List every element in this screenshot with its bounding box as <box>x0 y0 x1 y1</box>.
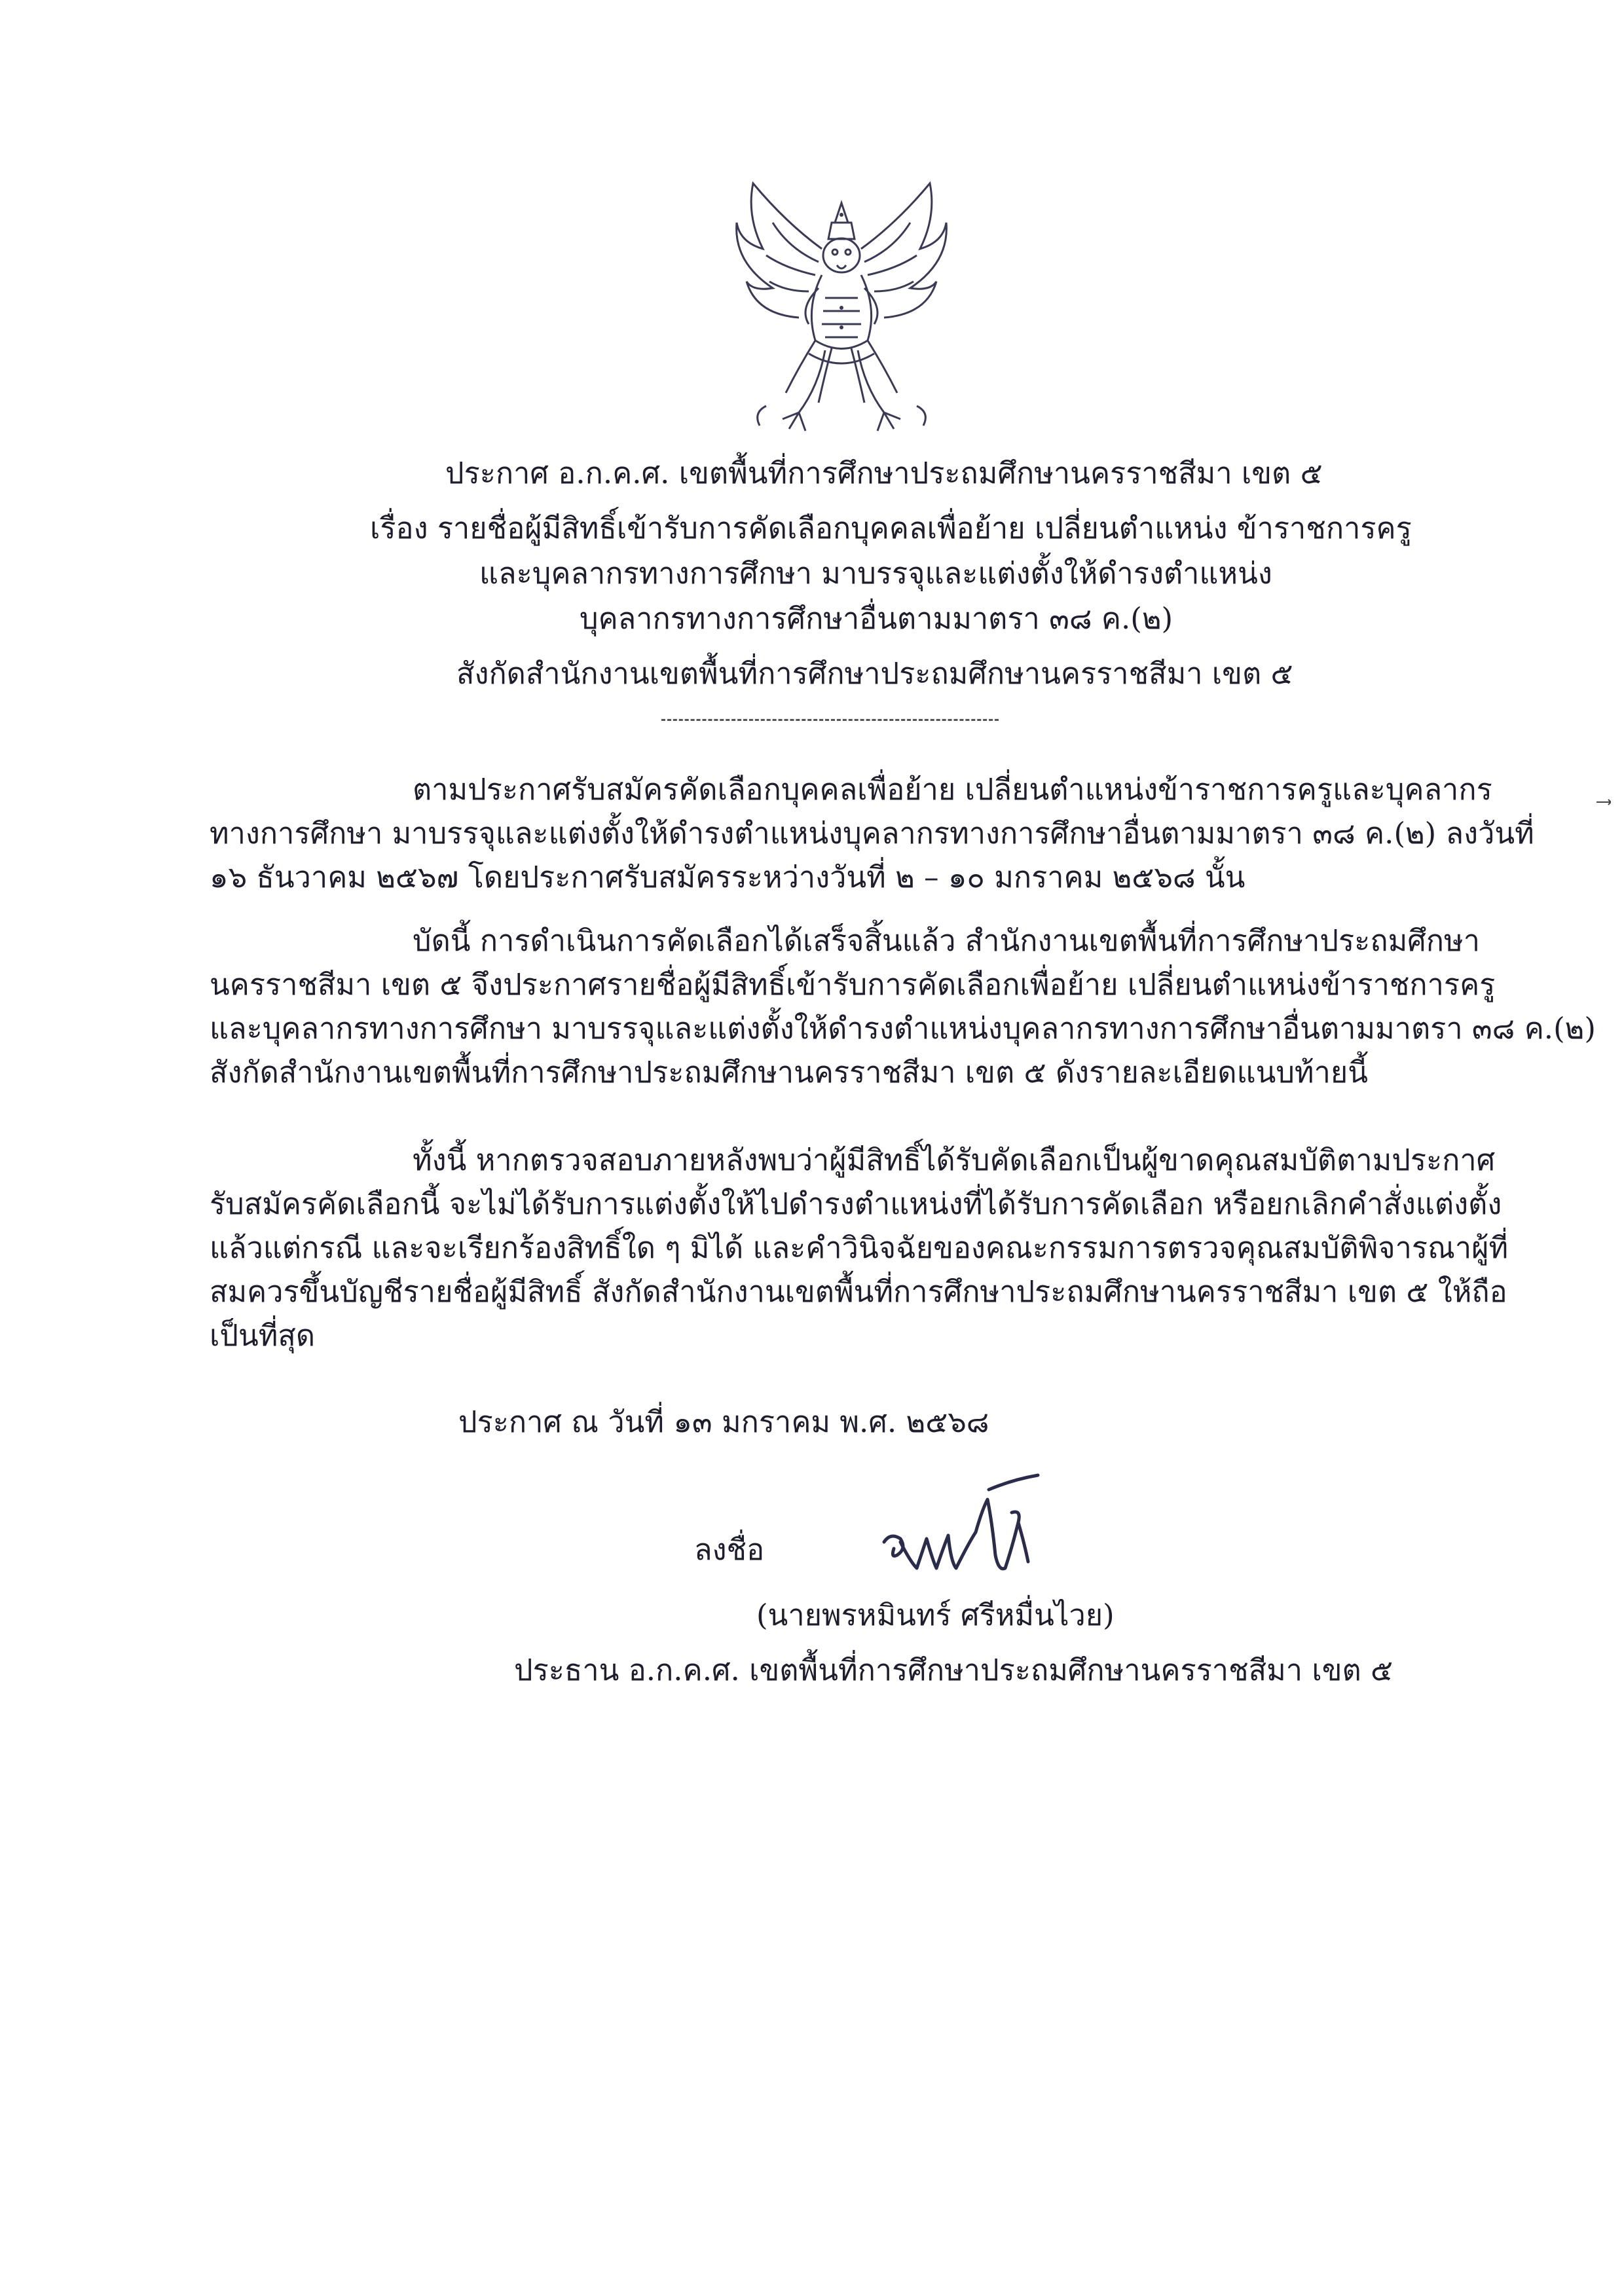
signer-title: ประธาน อ.ก.ค.ศ. เขตพื้นที่การศึกษาประถมศึกษานครราชสีมา เขต ๕ <box>514 1653 1393 1687</box>
paragraph-line: แล้วแต่กรณี และจะเรียกร้องสิทธิ์ใด ๆ มิได้ และคำวินิจฉัยของคณะกรรมการตรวจคุณสมบัติพิจารณาผู้ที่ <box>210 1230 1509 1265</box>
paragraph-line: บัดนี้ การดำเนินการคัดเลือกได้เสร็จสิ้นแล้ว สำนักงานเขตพื้นที่การศึกษาประถมศึกษา <box>413 923 1480 958</box>
paragraph-line: รับสมัครคัดเลือกนี้ จะไม่ได้รับการแต่งตั้งให้ไปดำรงตำแหน่งที่ได้รับการคัดเลือก หรือยกเลิกคำสั่งแต่งตั้ง <box>210 1186 1502 1221</box>
subject-line-1: เรื่อง รายชื่อผู้มีสิทธิ์เข้ารับการคัดเลือกบุคคลเพื่อย้าย เปลี่ยนตำแหน่ง ข้าราชการครู <box>370 511 1412 545</box>
subject-line-3: บุคลากรทางการศึกษาอื่นตามมาตรา ๓๘ ค.(๒) <box>580 601 1173 636</box>
paragraph-line: เป็นที่สุด <box>210 1318 316 1353</box>
paragraph-line: ทางการศึกษา มาบรรจุและแต่งตั้งให้ดำรงตำแหน่งบุคลากรทางการศึกษาอื่นตามมาตรา ๓๘ ค.(๒) ลงวันที่ <box>210 816 1534 851</box>
paragraph-line: และบุคลากรทางการศึกษา มาบรรจุและแต่งตั้งให้ดำรงตำแหน่งบุคลากรทางการศึกษาอื่นตามมาตรา ๓๘ ค.(๒) <box>210 1011 1596 1046</box>
garuda-emblem-icon <box>727 177 956 439</box>
paragraph-line: สมควรขึ้นบัญชีรายชื่อผู้มีสิทธิ์ สังกัดสำนักงานเขตพื้นที่การศึกษาประถมศึกษานครราชสีมา เขต ๕ ให้ถือ <box>210 1274 1507 1309</box>
paragraph-announcement <box>210 919 1596 1094</box>
announcement-date: ประกาศ ณ วันที่ ๑๓ มกราคม พ.ศ. ๒๕๖๘ <box>458 1405 989 1439</box>
margin-mark <box>1596 798 1611 807</box>
paragraph-background <box>210 767 1534 899</box>
paragraph-line: ตามประกาศรับสมัครคัดเลือกบุคคลเพื่อย้าย เปลี่ยนตำแหน่งข้าราชการครูและบุคลากร <box>413 772 1492 807</box>
title-divider <box>661 719 999 721</box>
paragraph-line: สังกัดสำนักงานเขตพื้นที่การศึกษาประถมศึกษานครราชสีมา เขต ๕ ดังรายละเอียดแนบท้ายนี้ <box>210 1055 1368 1090</box>
paragraph-line: ทั้งนี้ หากตรวจสอบภายหลังพบว่าผู้มีสิทธิ์ได้รับคัดเลือกเป็นผู้ขาดคุณสมบัติตามประกาศ <box>413 1143 1496 1177</box>
signer-name: (นายพรหมินทร์ ศรีหมื่นไวย) <box>756 1598 1115 1632</box>
sign-label: ลงชื่อ <box>694 1532 765 1567</box>
paragraph-conditions <box>210 1138 1509 1357</box>
paragraph-line: ๑๖ ธันวาคม ๒๕๖๗ โดยประกาศรับสมัครระหว่างวันที่ ๒ – ๑๐ มกราคม ๒๕๖๘ นั้น <box>210 860 1246 894</box>
paragraph-line: นครราชสีมา เขต ๕ จึงประกาศรายชื่อผู้มีสิทธิ์เข้ารับการคัดเลือกเพื่อย้าย เปลี่ยนตำแหน่งข้าราชการครู <box>210 967 1496 1002</box>
announcement-heading: ประกาศ อ.ก.ค.ศ. เขตพื้นที่การศึกษาประถมศึกษานครราชสีมา เขต ๕ <box>445 456 1323 490</box>
subject-line-2: และบุคลากรทางการศึกษา มาบรรจุและแต่งตั้งให้ดำรงตำแหน่ง <box>479 556 1272 591</box>
handwritten-signature <box>871 1470 1048 1594</box>
subject-line-4: สังกัดสำนักงานเขตพื้นที่การศึกษาประถมศึกษานครราชสีมา เขต ๕ <box>456 656 1293 691</box>
